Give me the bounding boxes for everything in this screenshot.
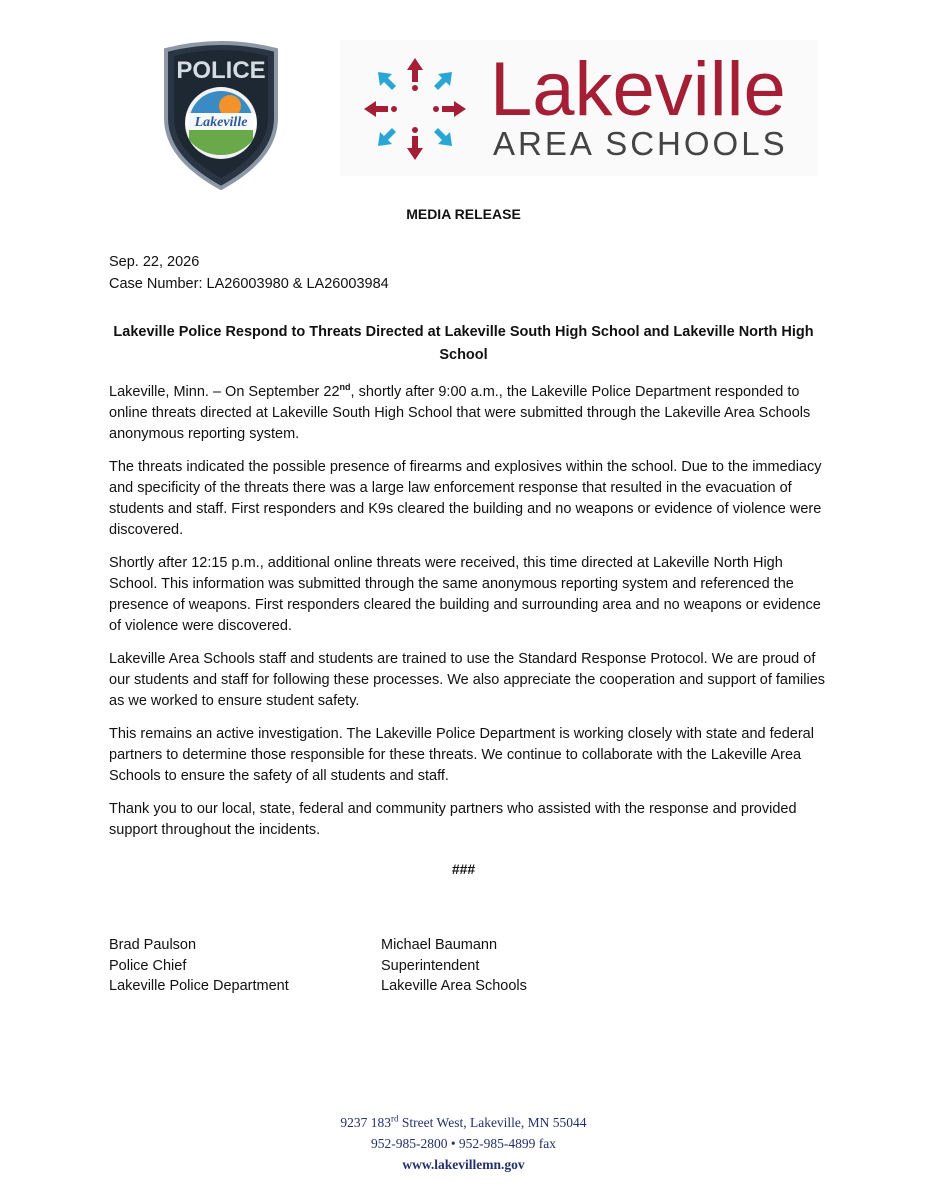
paragraph-2: The threats indicated the possible presence of firearms and explosives within the school. Due to the immediacy and specificity of the threats there was a large law enforcement response that resulted in the evacuation of students and staff. First responders and K9s cleared the building and no weapons or evidence of violence were discovered. — [109, 459, 822, 538]
badge-police-text: POLICE — [176, 57, 266, 84]
footer — [0, 1112, 927, 1175]
signature-police-chief — [109, 935, 289, 997]
signature-title: Superintendent — [381, 957, 480, 974]
paragraph-3: Shortly after 12:15 p.m., additional online threats were received, this time directed at Lakeville North High School. This information was submitted through the same anonymous reporting system and referenced the presence of weapons. First responders cleared the building and surrounding area and no weapons or evidence of violence were discovered. — [109, 555, 821, 634]
release-date: Sep. 22, 2026 — [109, 254, 200, 270]
release-body — [109, 382, 829, 853]
badge-city-text: Lakeville — [194, 115, 248, 130]
signature-org: Lakeville Police Department — [109, 978, 289, 994]
paragraph-4: Lakeville Area Schools staff and students are trained to use the Standard Response Protocol. We are proud of our students and staff for following these processes. We also appreciate the cooperation and support of families as we worked to ensure student safety. — [109, 651, 826, 709]
case-number: Case Number: LA26003980 & LA26003984 — [109, 276, 389, 292]
signature-title: Police Chief — [109, 957, 187, 974]
schools-logo-name: Lakeville — [490, 47, 786, 132]
headline: Lakeville Police Respond to Threats Directed at Lakeville South High School and Lakeville North High School — [113, 324, 814, 363]
paragraph-6: Thank you to our local, state, federal and community partners who assisted with the response and provided support throughout the incidents. — [109, 801, 797, 838]
paragraph-5: This remains an active investigation. The Lakeville Police Department is working closely with state and federal partners to determine those responsible for these threats. We continue to collaborate with the Lakeville Area Schools to ensure the safety of all students and staff. — [109, 726, 814, 784]
police-badge-logo — [160, 40, 282, 190]
lakeville-area-schools-logo — [340, 40, 818, 176]
signature-name: Brad Paulson — [109, 937, 197, 953]
footer-phones: 952-985-2800 • 952-985-4899 fax — [370, 1136, 557, 1151]
signature-org: Lakeville Area Schools — [381, 978, 527, 994]
schools-logo-subtitle: AREA SCHOOLS — [493, 125, 788, 162]
paragraph-1: Lakeville, Minn. – On September 22nd, shortly after 9:00 a.m., the Lakeville Police Department responded to online threats directed at Lakeville South High School that were submitted through the Lakeville Area Schools anonymous reporting system. — [109, 382, 811, 442]
footer-address: 9237 183rd Street West, Lakeville, MN 55044 — [340, 1113, 587, 1130]
end-mark: ### — [451, 861, 476, 877]
media-release-label: MEDIA RELEASE — [406, 206, 521, 222]
signature-superintendent — [381, 935, 527, 997]
signature-name: Michael Baumann — [381, 937, 498, 953]
arrows-circle-icon — [362, 56, 468, 162]
footer-website-link[interactable]: www.lakevillemn.gov — [402, 1157, 525, 1172]
